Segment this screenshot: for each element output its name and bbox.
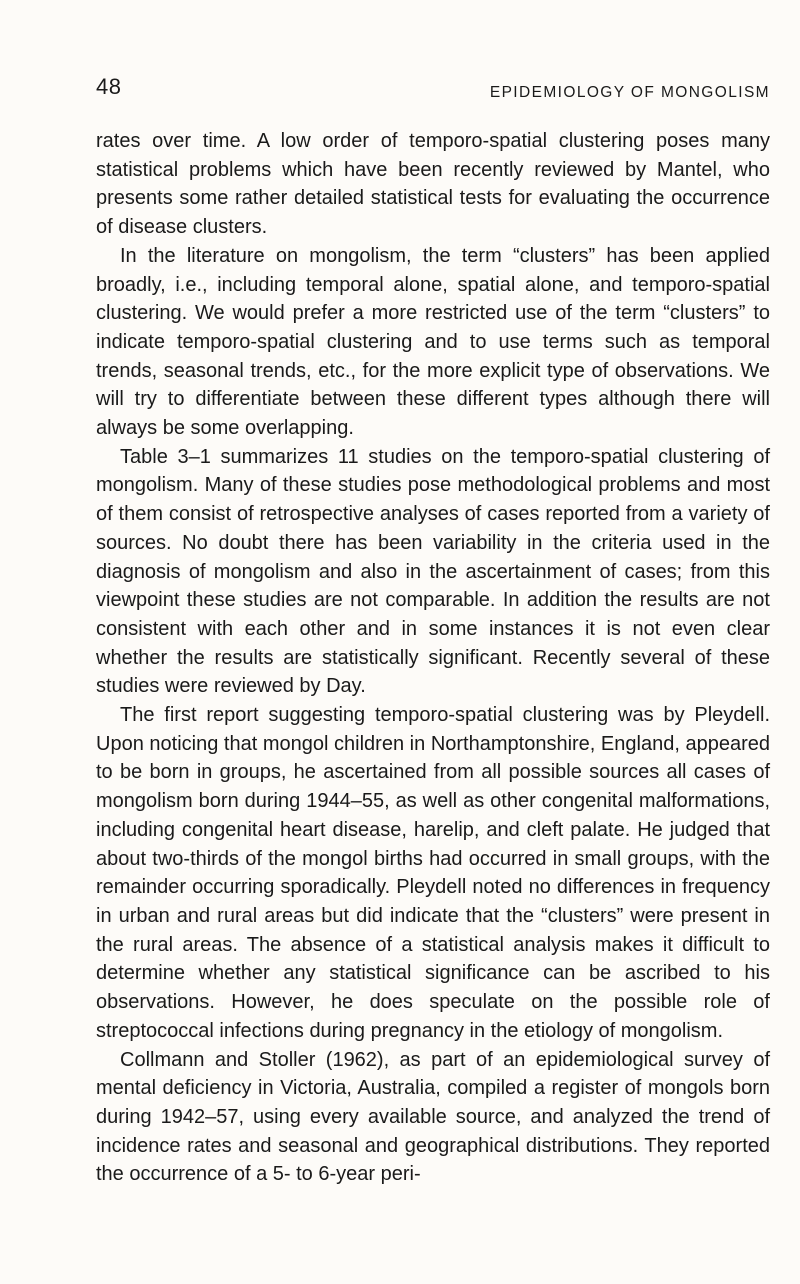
paragraph-2: In the literature on mongolism, the term “clusters” has been applied broadly, i.e., including temporal alone, spatial alone, and temporo-spatial clustering. We would prefer a more restricted use of the term “clusters” to indicate temporo-spatial clustering and to use terms such as temporal trends, seasonal trends, etc., for the more explicit type of observations. We will try to differentiate between these different types although there will always be some overlapping. [96,244,770,440]
body-text [96,127,770,1189]
paragraph-5: Collmann and Stoller (1962), as part of an epidemiological survey of mental deficiency in Victoria, Australia, compiled a register of mongols born during 1942–57, using every available source, and analyzed the trend of incidence rates and seasonal and geographical distributions. They reported the occurrence of a 5- to 6-year peri- [96,1048,770,1186]
paragraph-1: rates over time. A low order of temporo-spatial clustering poses many statistical problems which have been recently reviewed by Mantel, who presents some rather detailed statistical tests for evaluating the occurrence of disease clusters. [96,130,770,239]
running-title: EPIDEMIOLOGY OF MONGOLISM [489,84,770,101]
paragraph-3: Table 3–1 summarizes 11 studies on the temporo-spatial clustering of mongolism. Many of these studies pose methodological problems and most of them consist of retrospective analyses of cases reported from a variety of sources. No doubt there has been variability in the criteria used in the diagnosis of mongolism and also in the ascertainment of cases; from this viewpoint these studies are not comparable. In addition the results are not consistent with each other and in some instances it is not even clear whether the results are statistically significant. Recently several of these studies were reviewed by Day. [96,445,770,698]
page-number: 48 [96,74,122,99]
paragraph-4: The first report suggesting temporo-spatial clustering was by Pleydell. Upon noticing that mongol children in Northamptonshire, England, appeared to be born in groups, he ascertained from all possible sources all cases of mongolism born during 1944–55, as well as other congenital malformations, including congenital heart disease, harelip, and cleft palate. He judged that about two-thirds of the mongol births had occurred in small groups, with the remainder occurring sporadically. Pleydell noted no differences in frequency in urban and rural areas but did indicate that the “clusters” were present in the rural areas. The absence of a statistical analysis makes it difficult to determine whether any statistical significance can be ascribed to his observations. However, he does speculate on the possible role of streptococcal infections during pregnancy in the etiology of mongolism. [96,704,770,1042]
running-head [96,74,770,106]
